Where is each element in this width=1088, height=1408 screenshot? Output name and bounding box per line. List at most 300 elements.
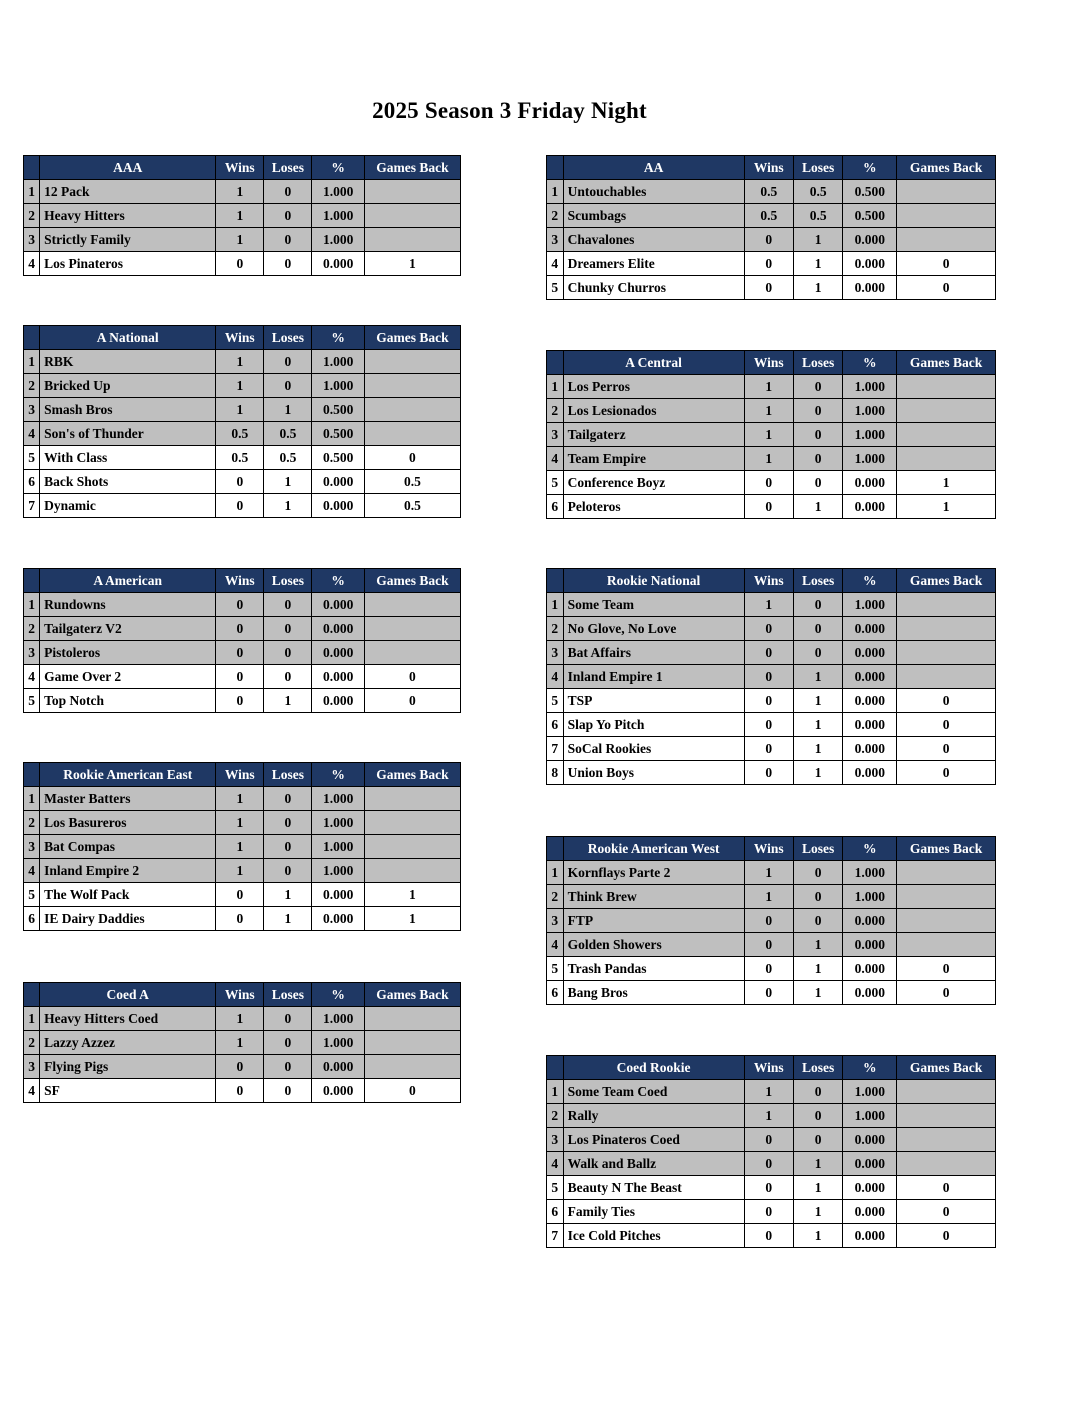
team-row: [24, 665, 461, 689]
games-back-cell: 0: [897, 1224, 996, 1248]
rank-cell: 2: [547, 204, 564, 228]
division-table-a-central: [546, 350, 996, 519]
team-row: [547, 885, 996, 909]
pct-cell: 0.000: [312, 1079, 364, 1103]
team-row: [24, 1031, 461, 1055]
rank-cell: 1: [547, 861, 564, 885]
team-name-cell: 12 Pack: [40, 180, 216, 204]
games-back-cell: 0: [364, 665, 460, 689]
games-back-cell: [364, 204, 460, 228]
wins-cell: 1: [744, 861, 793, 885]
team-name-cell: Peloteros: [563, 495, 744, 519]
division-title: Rookie American East: [40, 763, 216, 787]
team-row: [547, 204, 996, 228]
rank-cell: 7: [24, 494, 40, 518]
division-title: Coed A: [40, 983, 216, 1007]
pct-cell: 0.000: [312, 470, 364, 494]
rank-cell: 3: [24, 228, 40, 252]
header-row: [24, 156, 461, 180]
games-back-cell: [897, 617, 996, 641]
loses-cell: 0: [793, 1128, 842, 1152]
rank-cell: 3: [547, 1128, 564, 1152]
team-row: [547, 981, 996, 1005]
loses-cell: 0.5: [264, 422, 312, 446]
wins-header: Wins: [216, 569, 264, 593]
rank-cell: 4: [547, 252, 564, 276]
team-row: [547, 617, 996, 641]
pct-cell: 1.000: [312, 374, 364, 398]
pct-cell: 1.000: [843, 447, 897, 471]
games-back-cell: [897, 933, 996, 957]
pct-cell: 0.000: [843, 1200, 897, 1224]
loses-cell: 1: [793, 228, 842, 252]
rank-cell: 7: [547, 1224, 564, 1248]
team-name-cell: Master Batters: [40, 787, 216, 811]
loses-cell: 0: [264, 835, 312, 859]
pct-header: %: [312, 156, 364, 180]
division-table-coed-rookie: [546, 1055, 996, 1248]
team-name-cell: Family Ties: [563, 1200, 744, 1224]
loses-cell: 1: [793, 981, 842, 1005]
loses-cell: 1: [793, 737, 842, 761]
pct-cell: 0.000: [312, 883, 364, 907]
loses-cell: 0: [793, 617, 842, 641]
pct-cell: 0.000: [843, 617, 897, 641]
team-name-cell: Ice Cold Pitches: [563, 1224, 744, 1248]
wins-cell: 1: [216, 1031, 264, 1055]
team-row: [547, 1152, 996, 1176]
pct-cell: 0.000: [843, 761, 897, 785]
division-title: Coed Rookie: [563, 1056, 744, 1080]
pct-cell: 0.000: [843, 641, 897, 665]
rank-cell: 1: [24, 1007, 40, 1031]
team-name-cell: Los Pinateros: [40, 252, 216, 276]
games-back-header: Games Back: [897, 837, 996, 861]
header-row: [547, 1056, 996, 1080]
games-back-cell: 0: [364, 1079, 460, 1103]
loses-cell: 1: [264, 883, 312, 907]
team-name-cell: Golden Showers: [563, 933, 744, 957]
games-back-cell: [364, 398, 460, 422]
games-back-header: Games Back: [364, 983, 460, 1007]
rank-cell: 1: [24, 180, 40, 204]
rank-cell: 6: [547, 495, 564, 519]
team-row: [547, 1128, 996, 1152]
pct-cell: 1.000: [312, 350, 364, 374]
games-back-cell: [364, 787, 460, 811]
games-back-cell: 0: [897, 276, 996, 300]
games-back-cell: [897, 1080, 996, 1104]
team-name-cell: Rundowns: [40, 593, 216, 617]
team-name-cell: Bat Affairs: [563, 641, 744, 665]
team-name-cell: Dreamers Elite: [563, 252, 744, 276]
pct-cell: 0.000: [843, 1224, 897, 1248]
loses-header: Loses: [793, 351, 842, 375]
loses-cell: 1: [264, 398, 312, 422]
team-row: [24, 883, 461, 907]
division-title: A American: [40, 569, 216, 593]
games-back-cell: [364, 811, 460, 835]
games-back-cell: [897, 593, 996, 617]
standings-table: [23, 155, 461, 276]
rank-cell: 3: [24, 641, 40, 665]
games-back-cell: [364, 180, 460, 204]
games-back-cell: [364, 422, 460, 446]
team-name-cell: Los Pinateros Coed: [563, 1128, 744, 1152]
games-back-cell: [364, 593, 460, 617]
loses-cell: 0: [264, 374, 312, 398]
team-name-cell: Inland Empire 1: [563, 665, 744, 689]
header-row: [24, 983, 461, 1007]
team-name-cell: Trash Pandas: [563, 957, 744, 981]
wins-cell: 0: [216, 689, 264, 713]
pct-cell: 0.000: [312, 617, 364, 641]
team-name-cell: SF: [40, 1079, 216, 1103]
team-row: [547, 180, 996, 204]
wins-cell: 1: [216, 180, 264, 204]
games-back-cell: 1: [364, 907, 460, 931]
games-back-cell: 1: [897, 495, 996, 519]
team-name-cell: Heavy Hitters: [40, 204, 216, 228]
wins-cell: 1: [216, 374, 264, 398]
loses-cell: 1: [793, 1152, 842, 1176]
games-back-cell: 0: [364, 446, 460, 470]
pct-cell: 1.000: [843, 885, 897, 909]
rank-header-cell: [547, 837, 564, 861]
pct-cell: 0.000: [843, 737, 897, 761]
team-name-cell: Los Basureros: [40, 811, 216, 835]
pct-cell: 1.000: [312, 228, 364, 252]
team-row: [547, 933, 996, 957]
pct-cell: 0.000: [312, 641, 364, 665]
wins-cell: 1: [744, 423, 793, 447]
division-title: AAA: [40, 156, 216, 180]
loses-cell: 0: [264, 252, 312, 276]
pct-cell: 0.000: [312, 494, 364, 518]
rank-cell: 5: [547, 276, 564, 300]
team-row: [547, 1224, 996, 1248]
rank-cell: 3: [547, 228, 564, 252]
wins-cell: 0: [744, 228, 793, 252]
rank-cell: 7: [547, 737, 564, 761]
wins-cell: 0.5: [216, 446, 264, 470]
loses-cell: 0: [793, 471, 842, 495]
games-back-cell: [897, 641, 996, 665]
loses-header: Loses: [793, 1056, 842, 1080]
rank-header-cell: [24, 763, 40, 787]
wins-cell: 1: [216, 204, 264, 228]
games-back-cell: [364, 350, 460, 374]
games-back-header: Games Back: [364, 326, 460, 350]
wins-header: Wins: [744, 1056, 793, 1080]
rank-cell: 1: [24, 787, 40, 811]
header-row: [24, 326, 461, 350]
pct-cell: 0.000: [312, 593, 364, 617]
team-name-cell: Son's of Thunder: [40, 422, 216, 446]
rank-cell: 1: [547, 1080, 564, 1104]
rank-cell: 6: [24, 907, 40, 931]
standings-table: [546, 1055, 996, 1248]
pct-cell: 0.000: [843, 252, 897, 276]
pct-cell: 0.500: [312, 422, 364, 446]
loses-cell: 0: [264, 617, 312, 641]
wins-cell: 1: [216, 398, 264, 422]
pct-cell: 1.000: [843, 399, 897, 423]
games-back-cell: 0: [897, 1176, 996, 1200]
wins-cell: 1: [216, 811, 264, 835]
games-back-cell: 0: [364, 689, 460, 713]
team-row: [24, 470, 461, 494]
wins-cell: 0: [744, 665, 793, 689]
team-row: [24, 617, 461, 641]
games-back-header: Games Back: [897, 569, 996, 593]
rank-cell: 4: [24, 252, 40, 276]
team-row: [24, 907, 461, 931]
team-name-cell: Bat Compas: [40, 835, 216, 859]
rank-header-cell: [547, 156, 564, 180]
team-name-cell: Scumbags: [563, 204, 744, 228]
rank-cell: 1: [547, 375, 564, 399]
wins-cell: 1: [216, 228, 264, 252]
wins-cell: 0: [216, 617, 264, 641]
games-back-cell: [897, 204, 996, 228]
pct-cell: 0.000: [843, 471, 897, 495]
rank-cell: 6: [547, 981, 564, 1005]
games-back-cell: [364, 835, 460, 859]
games-back-cell: [364, 859, 460, 883]
games-back-cell: [897, 228, 996, 252]
games-back-cell: 0.5: [364, 494, 460, 518]
loses-cell: 1: [264, 494, 312, 518]
wins-cell: 0: [744, 737, 793, 761]
games-back-cell: 0.5: [364, 470, 460, 494]
pct-header: %: [312, 983, 364, 1007]
pct-header: %: [843, 1056, 897, 1080]
loses-header: Loses: [264, 156, 312, 180]
team-row: [547, 423, 996, 447]
games-back-cell: [897, 885, 996, 909]
pct-cell: 0.000: [843, 228, 897, 252]
loses-header: Loses: [793, 156, 842, 180]
rank-cell: 4: [547, 933, 564, 957]
team-row: [24, 593, 461, 617]
wins-cell: 0: [216, 907, 264, 931]
loses-cell: 0: [264, 204, 312, 228]
games-back-cell: 1: [364, 883, 460, 907]
rank-header-cell: [24, 983, 40, 1007]
team-name-cell: Beauty N The Beast: [563, 1176, 744, 1200]
team-name-cell: Los Lesionados: [563, 399, 744, 423]
loses-cell: 0: [793, 909, 842, 933]
rank-cell: 3: [24, 835, 40, 859]
loses-cell: 1: [793, 252, 842, 276]
team-row: [24, 446, 461, 470]
team-row: [24, 398, 461, 422]
team-row: [547, 471, 996, 495]
pct-header: %: [843, 837, 897, 861]
team-row: [24, 180, 461, 204]
wins-cell: 1: [216, 1007, 264, 1031]
loses-cell: 0: [264, 228, 312, 252]
team-name-cell: Tailgaterz V2: [40, 617, 216, 641]
pct-cell: 1.000: [843, 423, 897, 447]
games-back-cell: 0: [897, 761, 996, 785]
team-row: [547, 1104, 996, 1128]
pct-cell: 0.000: [843, 495, 897, 519]
division-table-coed-a: [23, 982, 461, 1103]
rank-cell: 4: [547, 447, 564, 471]
pct-cell: 0.000: [843, 1152, 897, 1176]
wins-cell: 0: [744, 641, 793, 665]
pct-cell: 1.000: [312, 180, 364, 204]
pct-header: %: [312, 326, 364, 350]
wins-cell: 1: [216, 859, 264, 883]
team-row: [24, 350, 461, 374]
games-back-cell: [897, 399, 996, 423]
rank-cell: 4: [24, 1079, 40, 1103]
wins-cell: 0: [744, 761, 793, 785]
team-name-cell: Smash Bros: [40, 398, 216, 422]
team-row: [547, 689, 996, 713]
team-name-cell: TSP: [563, 689, 744, 713]
division-table-a-national: [23, 325, 461, 518]
games-back-cell: 0: [897, 957, 996, 981]
team-row: [547, 1080, 996, 1104]
header-row: [24, 763, 461, 787]
division-title: Rookie National: [563, 569, 744, 593]
team-row: [24, 641, 461, 665]
loses-cell: 0: [264, 787, 312, 811]
rank-cell: 5: [24, 689, 40, 713]
wins-cell: 1: [744, 447, 793, 471]
team-row: [24, 494, 461, 518]
rank-header-cell: [24, 569, 40, 593]
pct-cell: 1.000: [312, 811, 364, 835]
rank-cell: 2: [547, 885, 564, 909]
rank-cell: 5: [547, 471, 564, 495]
wins-cell: 0: [744, 471, 793, 495]
games-back-cell: [897, 180, 996, 204]
wins-cell: 0: [216, 883, 264, 907]
team-name-cell: Rally: [563, 1104, 744, 1128]
team-row: [547, 641, 996, 665]
loses-cell: 1: [793, 665, 842, 689]
team-row: [24, 689, 461, 713]
team-name-cell: Game Over 2: [40, 665, 216, 689]
loses-cell: 0: [264, 593, 312, 617]
rank-cell: 8: [547, 761, 564, 785]
pct-cell: 1.000: [312, 204, 364, 228]
loses-cell: 0: [793, 375, 842, 399]
team-name-cell: FTP: [563, 909, 744, 933]
games-back-cell: [364, 1007, 460, 1031]
rank-cell: 1: [547, 593, 564, 617]
team-name-cell: Top Notch: [40, 689, 216, 713]
games-back-header: Games Back: [364, 156, 460, 180]
pct-cell: 1.000: [843, 593, 897, 617]
loses-cell: 1: [793, 713, 842, 737]
games-back-cell: 0: [897, 1200, 996, 1224]
rank-cell: 1: [24, 350, 40, 374]
wins-header: Wins: [216, 763, 264, 787]
wins-cell: 0: [744, 1176, 793, 1200]
pct-cell: 0.000: [312, 252, 364, 276]
wins-header: Wins: [216, 983, 264, 1007]
team-row: [547, 957, 996, 981]
team-row: [547, 593, 996, 617]
pct-header: %: [312, 763, 364, 787]
rank-cell: 2: [24, 1031, 40, 1055]
rank-cell: 1: [24, 593, 40, 617]
wins-cell: 1: [216, 787, 264, 811]
rank-header-cell: [547, 1056, 564, 1080]
rank-cell: 5: [547, 1176, 564, 1200]
pct-cell: 0.000: [843, 909, 897, 933]
team-name-cell: Kornflays Parte 2: [563, 861, 744, 885]
wins-cell: 0: [216, 252, 264, 276]
rank-cell: 5: [547, 689, 564, 713]
rank-cell: 4: [24, 422, 40, 446]
standings-table: [23, 762, 461, 931]
wins-cell: 1: [744, 375, 793, 399]
team-row: [547, 737, 996, 761]
games-back-cell: 1: [897, 471, 996, 495]
loses-cell: 0: [264, 1079, 312, 1103]
loses-cell: 0: [793, 885, 842, 909]
pct-cell: 1.000: [843, 375, 897, 399]
team-row: [24, 374, 461, 398]
games-back-header: Games Back: [897, 156, 996, 180]
team-row: [547, 665, 996, 689]
games-back-cell: [897, 909, 996, 933]
division-title: AA: [563, 156, 744, 180]
wins-cell: 0: [216, 665, 264, 689]
rank-cell: 3: [547, 909, 564, 933]
pct-cell: 1.000: [843, 1104, 897, 1128]
pct-cell: 0.500: [312, 398, 364, 422]
team-row: [547, 909, 996, 933]
loses-cell: 0: [264, 1007, 312, 1031]
rank-cell: 6: [547, 1200, 564, 1224]
team-row: [547, 1200, 996, 1224]
rank-cell: 3: [547, 641, 564, 665]
rank-cell: 6: [24, 470, 40, 494]
loses-cell: 1: [793, 1224, 842, 1248]
loses-header: Loses: [264, 763, 312, 787]
team-name-cell: Conference Boyz: [563, 471, 744, 495]
wins-header: Wins: [216, 156, 264, 180]
loses-cell: 0: [264, 641, 312, 665]
loses-cell: 0: [793, 1080, 842, 1104]
wins-cell: 0: [744, 276, 793, 300]
division-table-rookie-american-east: [23, 762, 461, 931]
header-row: [24, 569, 461, 593]
wins-cell: 0: [744, 933, 793, 957]
team-name-cell: Slap Yo Pitch: [563, 713, 744, 737]
wins-cell: 1: [744, 885, 793, 909]
games-back-cell: [364, 1031, 460, 1055]
division-table-a-american: [23, 568, 461, 713]
wins-header: Wins: [216, 326, 264, 350]
wins-header: Wins: [744, 837, 793, 861]
wins-cell: 1: [744, 593, 793, 617]
pct-cell: 0.500: [843, 180, 897, 204]
games-back-cell: [364, 374, 460, 398]
team-name-cell: Lazzy Azzez: [40, 1031, 216, 1055]
loses-cell: 0: [793, 641, 842, 665]
wins-cell: 0: [744, 1128, 793, 1152]
division-table-aaa: [23, 155, 461, 276]
